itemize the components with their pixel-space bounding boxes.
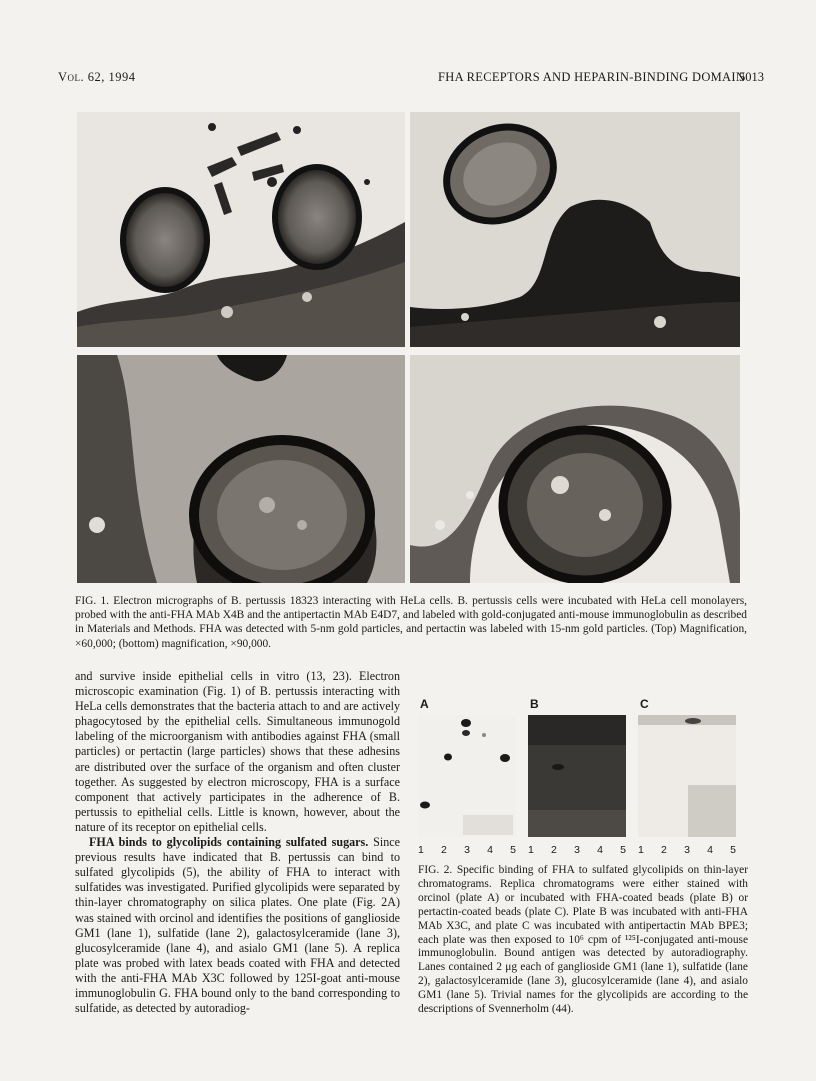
lane-number: 3	[684, 844, 690, 856]
figure-2-caption	[418, 864, 748, 1017]
lane-number: 1	[528, 844, 534, 856]
lane-number: 2	[661, 844, 667, 856]
lane-number: 4	[487, 844, 493, 856]
body-paragraph-2	[75, 835, 400, 1016]
lane-number: 1	[418, 844, 424, 856]
lane-number: 5	[620, 844, 626, 856]
running-title: FHA RECEPTORS AND HEPARIN-BINDING DOMAIN	[438, 70, 746, 84]
micrograph-bottom-left	[77, 355, 405, 583]
plate-a	[418, 715, 516, 837]
lane-number: 4	[597, 844, 603, 856]
micrograph-top-right	[410, 112, 740, 347]
page-number: 5013	[739, 70, 764, 84]
lane-number: 3	[464, 844, 470, 856]
plate-b-label: B	[530, 697, 539, 711]
figure-2-label: FIG. 2.	[418, 864, 453, 876]
lane-number: 5	[510, 844, 516, 856]
body-text-left-column	[75, 669, 400, 1016]
micrograph-bottom-right	[410, 355, 740, 583]
plate-c	[638, 715, 736, 837]
figure-1-caption	[75, 594, 747, 651]
lane-number: 5	[730, 844, 736, 856]
plate-b	[528, 715, 626, 837]
plate-c-label: C	[640, 697, 649, 711]
plate-c-lane-numbers	[638, 844, 736, 856]
lane-number: 2	[441, 844, 447, 856]
figure-1-caption-text: Electron micrographs of B. pertussis 18323 interacting with HeLa cells. B. pertussis cells were incubated with HeLa cell monolayers, probed with the anti-FHA MAb X4B and the antipertactin MAb E4D7, and labeled with gold-conjugated anti-mouse immunoglobulin as described in Materials and Methods. FHA was detected with 5-nm gold particles, and pertactin was labeled with 15-nm gold particles. (Top) Magnification, ×60,000; (bottom) magnification, ×90,000.	[75, 595, 747, 650]
micrograph-top-left	[77, 112, 405, 347]
section-heading: FHA binds to glycolipids containing sulfated sugars.	[89, 835, 369, 850]
plate-a-label: A	[420, 697, 429, 711]
lane-number: 3	[574, 844, 580, 856]
plate-b-lane-numbers	[528, 844, 626, 856]
figure-1-label: FIG. 1.	[75, 595, 109, 607]
figure-2-chromatograms	[418, 697, 748, 857]
running-header	[58, 70, 764, 90]
journal-volume: Vol. 62, 1994	[58, 70, 136, 84]
lane-number: 4	[707, 844, 713, 856]
body-paragraph-2-text: Since previous results have indicated that B. pertussis can bind to sulfated glycolipids (5), the ability of FHA to interact with sulfatides was investigated. Purified glycolipids were separated by thin-layer chromatography on silica plates. One plate (Fig. 2A) was stained with orcinol and identifies the positions of ganglioside GM1 (lane 1), sulfatide (lane 2), galactosylceramide (lane 3), glucosylceramide (lane 4), and asialo GM1 (lane 5). A replica plate was probed with latex beads coated with FHA and detected with the anti-FHA MAb X3C followed by 125I-goat anti-mouse immunoglobulin G. FHA bound only to the band corresponding to sulfatide, as detected by autoradiog-	[75, 835, 400, 1016]
lane-number: 1	[638, 844, 644, 856]
body-paragraph-1: and survive inside epithelial cells in vitro (13, 23). Electron microscopic examination (Fig. 1) of B. pertussis interacting with HeLa cells demonstrates that the bacteria attach to and are actively phagocytosed by the epithelial cells. Simultaneous immunogold labeling of the microorganism with antibodies against FHA (small particles) or pertactin (large particles) shows that these adhesins are distributed over the surface of the organism and often cluster together. As suggested by electron microscopy, FHA is a surface component that actively participates in the adherence of B. pertussis to epithelial cells. Little is known, however, about the nature of its receptor on epithelial cells.	[75, 669, 400, 834]
plate-a-lane-numbers	[418, 844, 516, 856]
lane-number: 2	[551, 844, 557, 856]
figure-2-caption-text: Specific binding of FHA to sulfated glycolipids on thin-layer chromatograms. Replica chromatograms were either stained with orcinol (plate A) or incubated with FHA-coated beads (plate B) or pertactin-coated beads (plate C). Plate B was incubated with anti-FHA MAb X3C, and plate C was incubated with antipertactin MAb BPE3; each plate was then exposed to 10⁶ cpm of ¹²⁵I-conjugated anti-mouse immunoglobulin. Bound antigen was detected by autoradiography. Lanes contained 2 μg each of ganglioside GM1 (lane 1), sulfatide (lane 2), galactosylceramide (lane 3), glucosylceramide (lane 4), and asialo GM1 (lane 5). Trivial names for the glycolipids are according to the descriptions of Svennerholm (44).	[418, 864, 749, 1016]
